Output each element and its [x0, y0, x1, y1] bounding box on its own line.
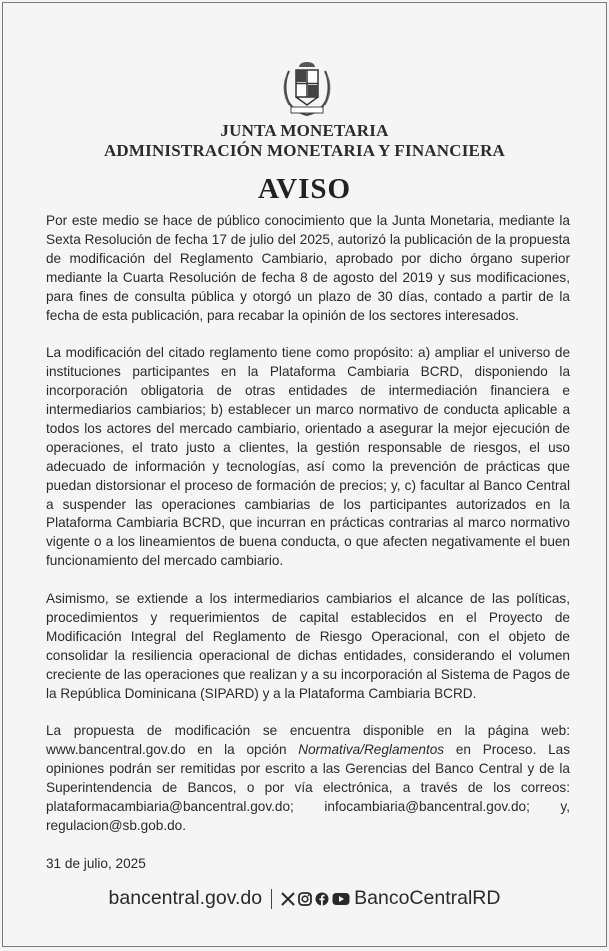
notice-body — [46, 212, 570, 893]
footer — [3, 887, 606, 910]
footer-divider — [271, 889, 272, 909]
paragraph-1: Por este medio se hace de público conocimiento que la Junta Monetaria, mediante la Sexta Resolución de fecha 17 de julio del 2025, autorizó la publicación de la propuesta de modificación del Reglamento Cambiario, aprobado por dicho órgano superior mediante la Cuarta Resolución de fecha 8 de agosto del 2019 y sus modificaciones, para fines de consulta pública y otorgó un plazo de 30 días, contado a partir de la fecha de esta publicación, para recabar la opinión de los sectores interesados. — [46, 213, 570, 323]
instagram-icon — [298, 892, 312, 906]
paragraph-4-part-b: en Proceso. Las opiniones podrán ser remitidas por escrito a las Gerencias del Banco Central y de la Superintendencia de Bancos, o por vía electrónica, a través de los correos: plataformacambiaria@bancentral.gov.do; infocambiaria@bancentral.gov.do; y, regulacion@sb.gob.do. — [46, 742, 570, 833]
org-title-administracion: ADMINISTRACIÓN MONETARIA Y FINANCIERA — [103, 141, 506, 160]
x-icon — [281, 892, 295, 906]
footer-social-handle: BancoCentralRD — [354, 887, 501, 909]
footer-website: bancentral.gov.do — [108, 887, 263, 909]
paragraph-3: Asimismo, se extiende a los intermediarios cambiarios el alcance de las políticas, procedimientos y requerimientos de capital establecidos en el Proyecto de Modificación Integral del Reglamento de Riesgo Operacional, con el objeto de consolidar la resiliencia operacional de dichas entidades, considerando el volumen creciente de las operaciones que realizan y a su incorporación al Sistema de Pagos de la República Dominicana (SIPARD) y a la Plataforma Cambiaria BCRD. — [46, 591, 570, 701]
notice-page — [2, 2, 607, 947]
org-title-junta: JUNTA MONETARIA — [220, 121, 389, 140]
facebook-icon — [315, 892, 329, 906]
social-icons — [281, 892, 350, 906]
paragraph-4-part-a: La propuesta de modificación se encuentra disponible en la página web: www.bancentral.gov.do en la opción — [46, 723, 570, 758]
page-title: AVISO — [257, 173, 352, 205]
paragraph-4 — [46, 722, 570, 835]
publication-date: 31 de julio, 2025 — [46, 855, 146, 871]
coat-of-arms-icon — [279, 59, 335, 119]
paragraph-2: La modificación del citado reglamento tiene como propósito: a) ampliar el universo de instituciones participantes en la Plataforma Cambiaria BCRD, disponiendo la incorporación obligatoria de otras entidades de intermediación financiera e intermediarios cambiarios; b) establecer un marco normativo de conducta aplicable a todos los actores del mercado cambiario, orientado a asegurar la mejor ejecución de operaciones, el trato justo a clientes, la gestión responsable de riesgos, el uso adecuado de información y tecnologías, así como la prevención de prácticas que puedan distorsionar el proceso de formación de precios; y, c) facultar al Banco Central a suspender las operaciones cambiarias de los participantes autorizados en la Plataforma Cambiaria BCRD, que incurran en prácticas contrarias al marco normativo vigente o a los lineamientos de buena conducta, o que afecten negativamente el buen funcionamiento del mercado cambiario. — [46, 345, 570, 569]
normativa-reglamentos-option: Normativa/Reglamentos — [298, 742, 445, 758]
youtube-icon — [332, 892, 350, 906]
